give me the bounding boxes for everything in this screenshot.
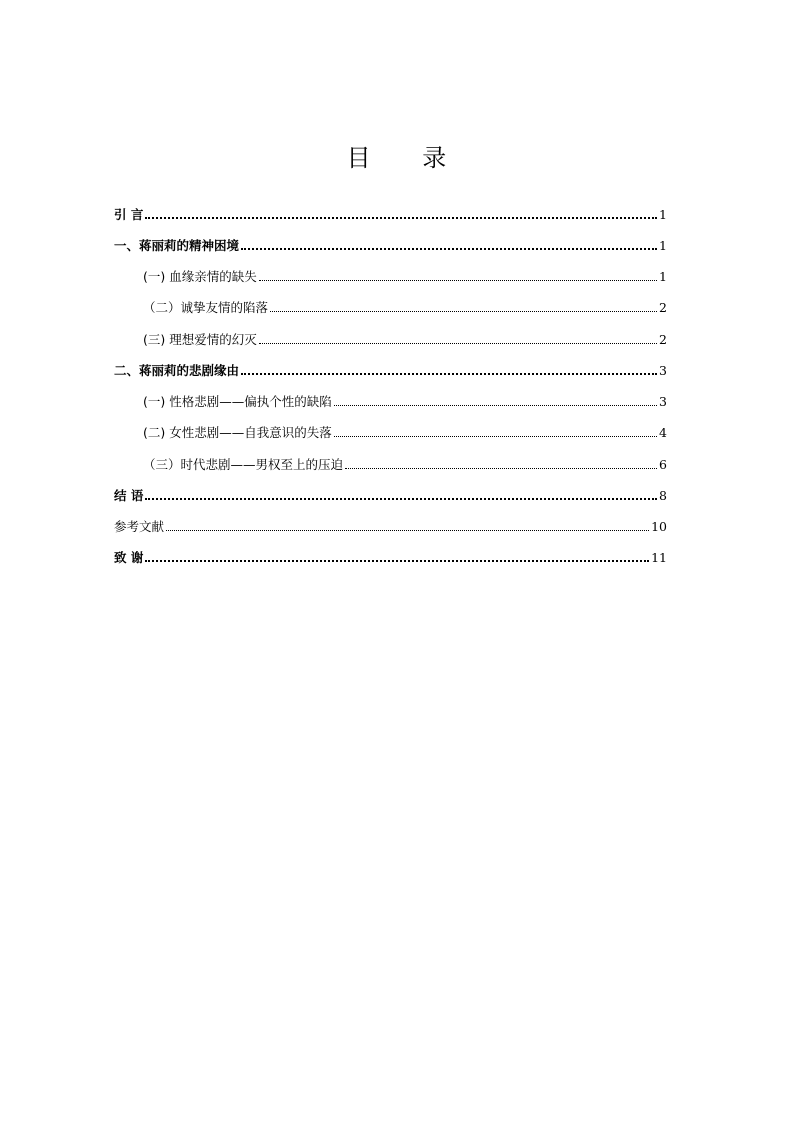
- dot-leader: [241, 373, 657, 375]
- dot-leader: [334, 436, 657, 437]
- toc-entry-section-1-1[interactable]: [114, 262, 667, 286]
- toc-entry-chapter-2[interactable]: [114, 356, 667, 380]
- dot-leader: [259, 343, 657, 344]
- dot-leader: [145, 498, 657, 500]
- dot-leader: [241, 248, 657, 250]
- toc-entry-page: 2: [659, 300, 667, 315]
- toc-entry-label: 二、蒋丽莉的悲剧缘由: [114, 363, 240, 378]
- toc-entry-page: 4: [659, 425, 667, 440]
- toc-entry-intro[interactable]: [114, 200, 667, 224]
- toc-entry-page: 1: [659, 269, 667, 284]
- toc-entry-page: 8: [659, 488, 667, 503]
- toc-entry-section-1-2[interactable]: [114, 293, 667, 317]
- toc-entry-page: 1: [659, 238, 667, 253]
- dot-leader: [334, 405, 657, 406]
- toc-entry-label: (一) 性格悲剧——偏执个性的缺陷: [143, 394, 332, 409]
- toc-entry-section-1-3[interactable]: [114, 325, 667, 349]
- toc-entry-label: (一) 血缘亲情的缺失: [143, 269, 257, 284]
- dot-leader: [166, 530, 649, 531]
- toc-entry-label: (三) 理想爱情的幻灭: [143, 332, 257, 347]
- toc-entry-page: 3: [659, 394, 667, 409]
- toc-entry-label: （二）诚挚友情的陷落: [143, 300, 269, 315]
- dot-leader: [145, 560, 649, 562]
- toc-entry-label: 引 言: [114, 207, 144, 222]
- toc-entry-references[interactable]: [114, 512, 667, 536]
- dot-leader: [270, 311, 657, 312]
- dot-leader: [345, 468, 657, 469]
- toc-entry-chapter-1[interactable]: [114, 231, 667, 255]
- toc-entry-page: 3: [659, 363, 667, 378]
- toc-entry-conclusion[interactable]: [114, 481, 667, 505]
- dot-leader: [145, 217, 657, 219]
- toc-entry-page: 2: [659, 332, 667, 347]
- toc-entry-page: 11: [651, 550, 667, 565]
- toc-title: 目 录: [346, 144, 469, 172]
- toc-entry-label: 参考文献: [114, 519, 165, 534]
- toc-entry-label: 一、蒋丽莉的精神困境: [114, 238, 240, 253]
- toc-entry-section-2-2[interactable]: [114, 418, 667, 442]
- toc-entry-section-2-3[interactable]: [114, 450, 667, 474]
- toc-entry-page: 10: [651, 519, 667, 534]
- toc-entry-section-2-1[interactable]: [114, 387, 667, 411]
- toc-entry-label: 结 语: [114, 488, 144, 503]
- toc-entry-label: （三）时代悲剧——男权至上的压迫: [143, 457, 344, 472]
- toc-entry-page: 1: [659, 207, 667, 222]
- toc-entry-page: 6: [659, 457, 667, 472]
- dot-leader: [259, 280, 657, 281]
- toc-entry-acknowledgements[interactable]: [114, 543, 667, 567]
- toc-entry-label: (二) 女性悲剧——自我意识的失落: [143, 425, 332, 440]
- toc-entry-label: 致 谢: [114, 550, 144, 565]
